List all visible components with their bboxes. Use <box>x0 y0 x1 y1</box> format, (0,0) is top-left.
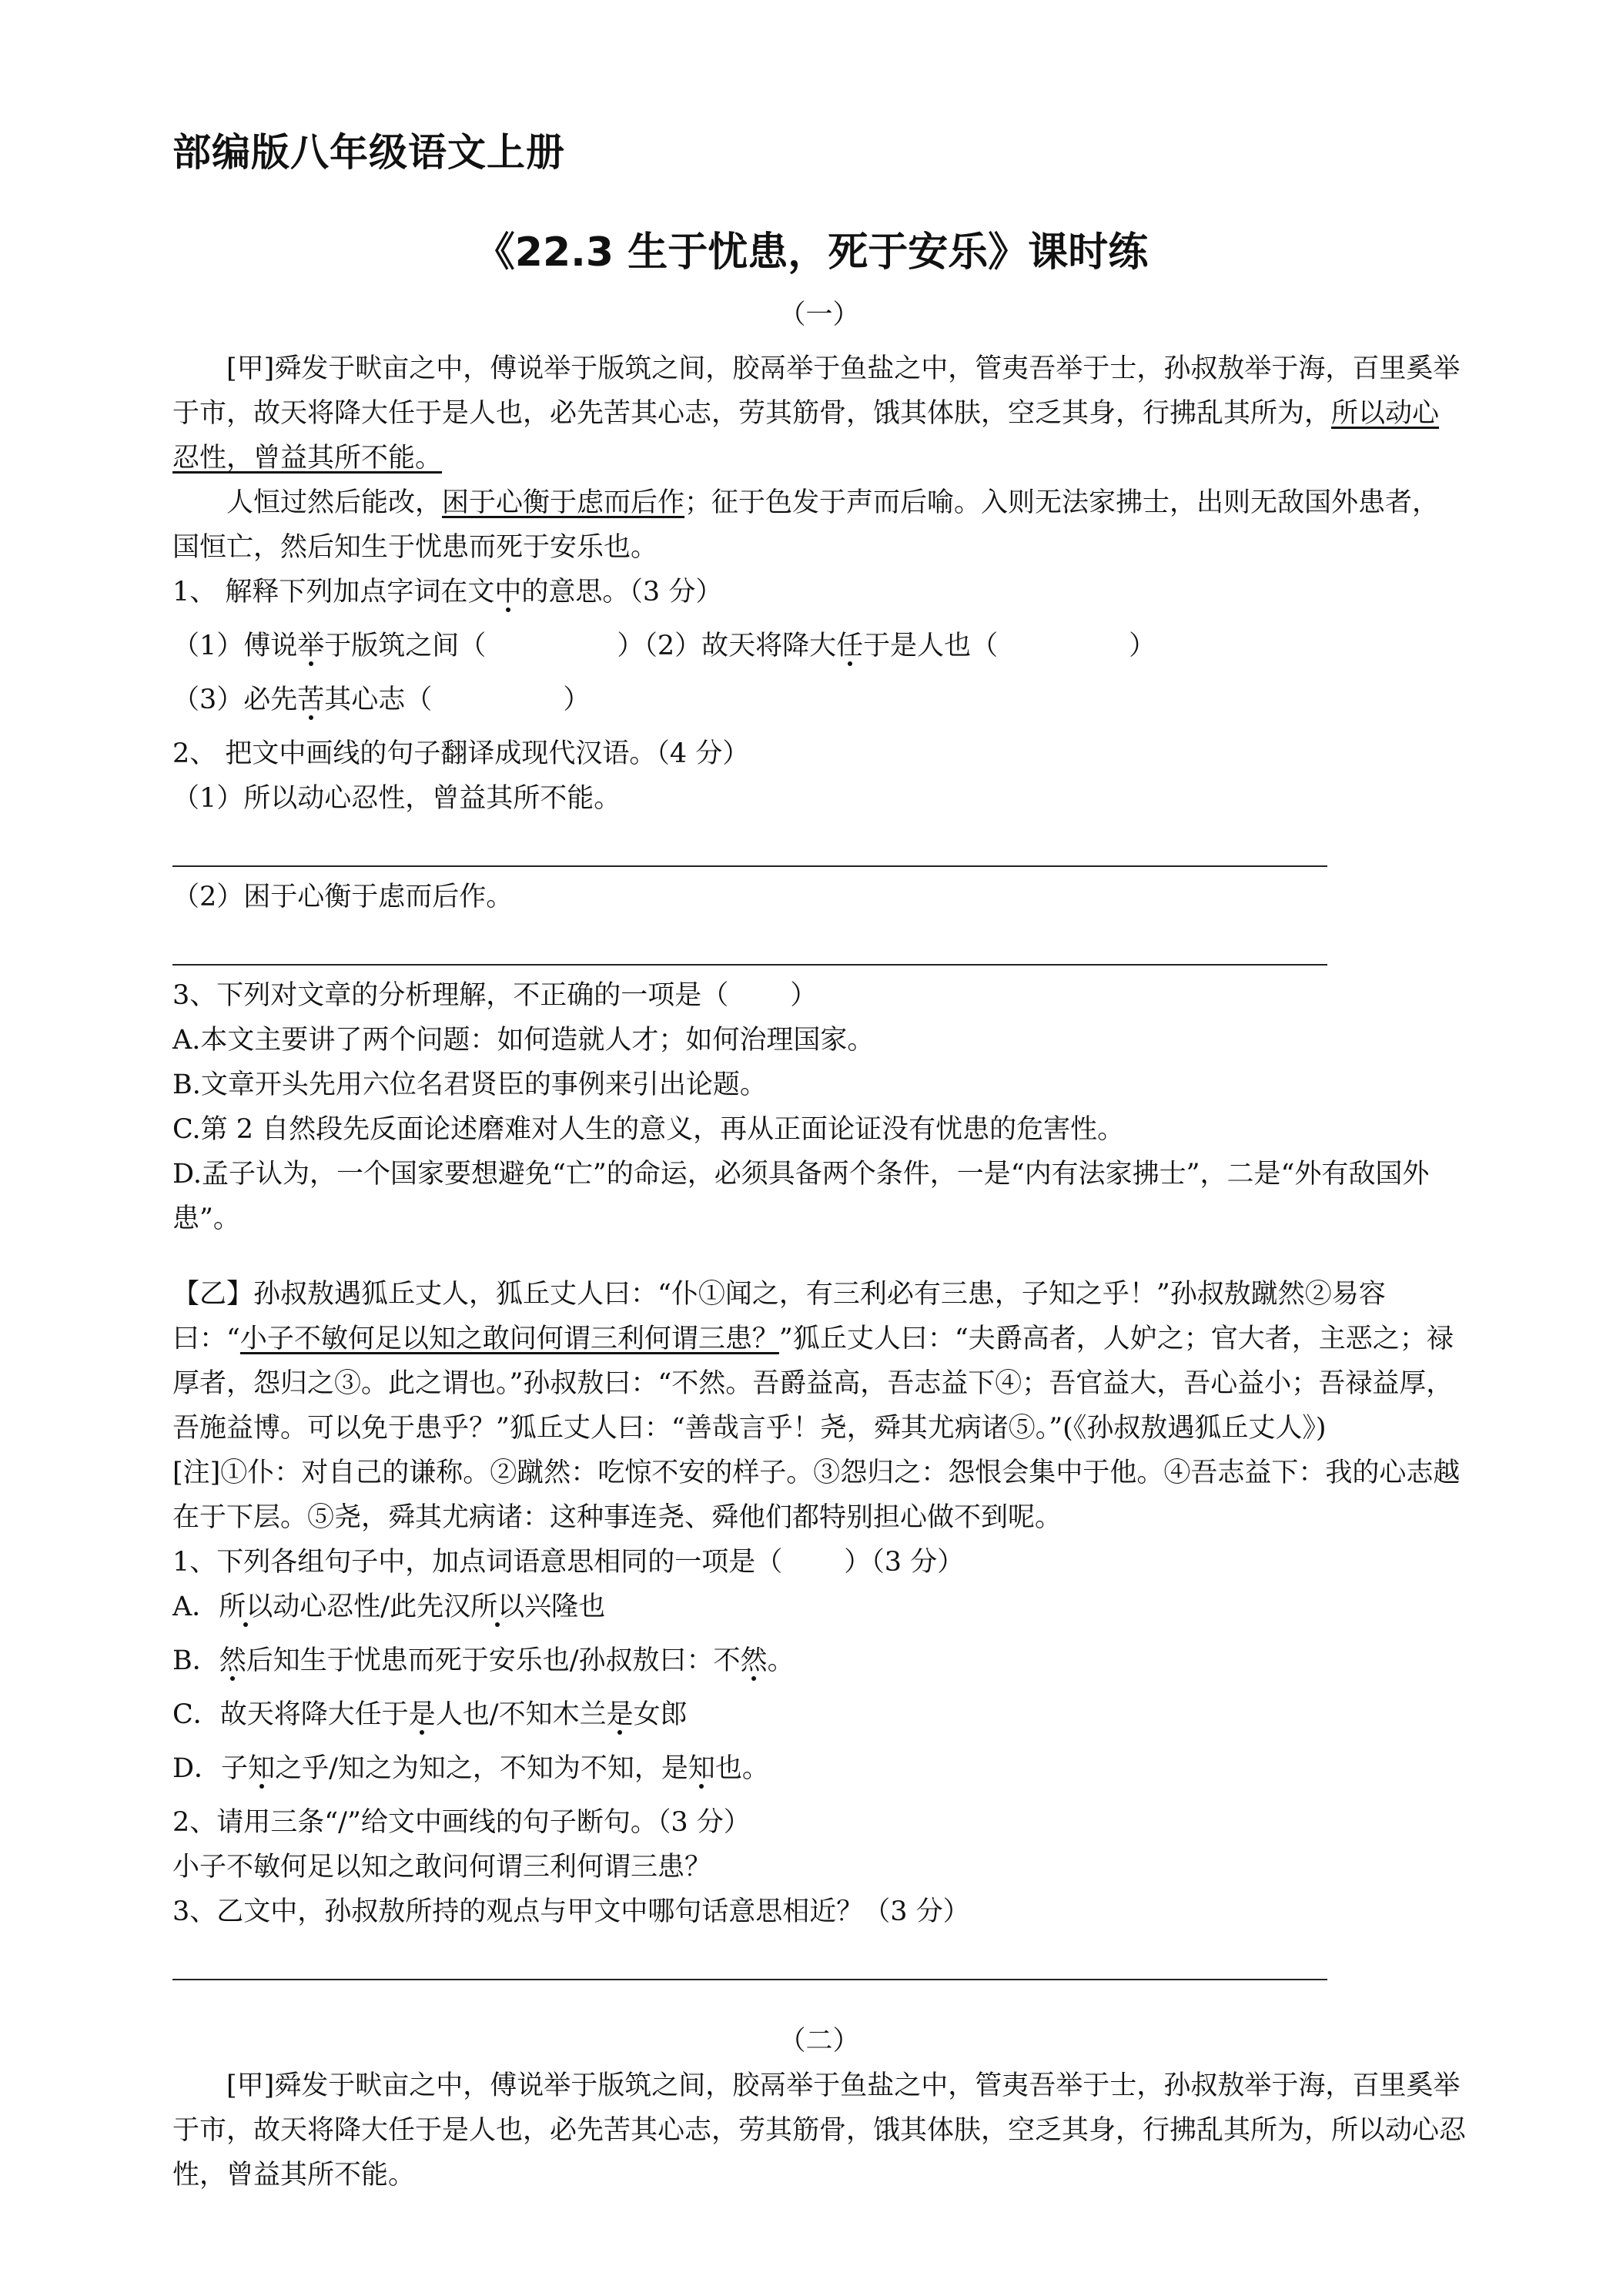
question-2-sentence-1: （1）所以动心忍性，曾益其所不能。 <box>172 783 621 814</box>
dotted-char: 任 <box>836 631 864 661</box>
question-2-prompt: 2、 把文中画线的句子翻译成现代汉语。（4 分） <box>172 738 750 769</box>
lesson-title: 《22.3 生于忧患，死于安乐》课时练 <box>474 229 1149 276</box>
question-3-option-c: C.第 2 自然段先反面论述磨难对人生的意义，再从正面论证没有忧患的危害性。 <box>172 1114 1125 1145</box>
yi-question-2-sentence: 小子不敏何足以知之敢问何谓三利何谓三患？ <box>172 1852 712 1883</box>
question-1-items-row-2: （3）必先苦其心志（ ） <box>172 684 591 715</box>
question-3-option-b: B.文章开头先用六位名君贤臣的事例来引出论题。 <box>172 1069 767 1100</box>
answer-line-3[interactable] <box>172 1934 1327 1980</box>
book-title: 部编版八年级语文上册 <box>172 130 565 175</box>
question-3-option-d: D.孟子认为，一个国家要想避免“亡”的命运，必须具备两个条件，一是“内有法家拂士”，二是“外有敌国外患”。 <box>172 1159 1430 1234</box>
question-1-items-row-1: （1）傅说举于版筑之间（ ）（2）故天将降大任于是人也（ ） <box>172 631 1156 661</box>
section-label-2: （二） <box>778 2026 860 2057</box>
dotted-char: 举 <box>297 631 325 661</box>
dotted-char: 中 <box>494 577 522 607</box>
question-3-prompt: 3、下列对文章的分析理解，不正确的一项是（ ） <box>172 980 818 1011</box>
dotted-word: 是 <box>408 1699 436 1730</box>
yi-question-1-option-b: B．然后知生于忧患而死于安乐也/孙叔敖曰：不然。 <box>172 1645 795 1676</box>
question-3-option-a: A.本文主要讲了两个问题：如何造就人才；如何治理国家。 <box>172 1025 875 1056</box>
dotted-word: 知 <box>688 1753 715 1784</box>
dotted-word: 所以 <box>470 1591 525 1622</box>
yi-question-1-option-c: C．故天将降大任于是人也/不知木兰是女郎 <box>172 1699 688 1730</box>
dotted-word: 知 <box>248 1753 276 1784</box>
dotted-word: 然 <box>740 1645 768 1676</box>
yi-question-1-prompt: 1、下列各组句子中，加点词语意思相同的一项是（ ）（3 分） <box>172 1547 965 1578</box>
passage-jia-paragraph-2: 人恒过然后能改，困于心衡于虑而后作；征于色发于声而后喻。入则无法家拂士，出则无敌国外患者，国恒亡，然后知生于忧患而死于安乐也。 <box>172 487 1440 563</box>
question-2-sentence-2: （2）困于心衡于虑而后作。 <box>172 882 514 912</box>
dotted-word: 然 <box>219 1645 246 1676</box>
passage-yi: 【乙】孙叔敖遇狐丘丈人，狐丘丈人曰：“仆①闻之，有三利必有三患，子知之乎！”孙叔敖蹴然②易容曰：“小子不敏何足以知之敢问何谓三利何谓三患？”狐丘丈人曰：“夫爵高者，人妒之；官大者，主恶之；禄厚者，怨归之③。此之谓也。”孙叔敖曰：“不然。吾爵益高，吾志益下④；吾官益大，吾心益小；吾禄益厚，吾施益博。可以免于患乎？”狐丘丈人曰：“善哉言乎！尧，舜其尤病诸⑤。”(《孙叔敖遇狐丘丈人》) <box>172 1279 1454 1444</box>
passage-yi-notes: [注]①仆：对自己的谦称。②蹴然：吃惊不安的样子。③怨归之：怨恨会集中于他。④吾志益下：我的心志越在于下层。⑤尧，舜其尤病诸：这种事连尧、舜他们都特别担心做不到呢。 <box>172 1458 1461 1533</box>
section-label-1: （一） <box>778 300 860 330</box>
dotted-char: 苦 <box>297 684 325 715</box>
answer-line-2[interactable] <box>172 919 1327 966</box>
yi-question-3-prompt: 3、乙文中，孙叔敖所持的观点与甲文中哪句话意思相近？（3 分） <box>172 1896 970 1927</box>
yi-question-1-option-a: A．所以动心忍性/此先汉所以兴隆也 <box>172 1591 606 1622</box>
dotted-word: 所以 <box>219 1591 273 1622</box>
underlined-sentence-3: 小子不敏何足以知之敢问何谓三利何谓三患？ <box>239 1324 779 1354</box>
underlined-sentence-2: 困于心衡于虑而后作 <box>442 487 685 518</box>
question-1-prompt: 1、 解释下列加点字词在文中的意思。（3 分） <box>172 577 723 607</box>
underlined-sentence-1: 所以动心忍性，曾益其所不能。 <box>172 398 1440 474</box>
yi-question-2-prompt: 2、请用三条“/”给文中画线的句子断句。（3 分） <box>172 1807 751 1838</box>
dotted-word: 是 <box>606 1699 634 1730</box>
passage-jia-paragraph-1: [甲]舜发于畎亩之中，傅说举于版筑之间，胶鬲举于鱼盐之中，管夷吾举于士，孙叔敖举于海，百里奚举于市，故天将降大任于是人也，必先苦其心志，劳其筋骨，饿其体肤，空乏其身，行拂乱其所为，所以动心忍性，曾益其所不能。 <box>172 353 1461 474</box>
yi-question-1-option-d: D．子知之乎/知之为知之，不知为不知，是知也。 <box>172 1753 769 1784</box>
passage-jia-part-2: [甲]舜发于畎亩之中，傅说举于版筑之间，胶鬲举于鱼盐之中，管夷吾举于士，孙叔敖举于海，百里奚举于市，故天将降大任于是人也，必先苦其心志，劳其筋骨，饿其体肤，空乏其身，行拂乱其所为，所以动心忍性，曾益其所不能。 <box>172 2070 1467 2191</box>
answer-line-1[interactable] <box>172 821 1327 867</box>
worksheet-content <box>172 293 1466 2197</box>
